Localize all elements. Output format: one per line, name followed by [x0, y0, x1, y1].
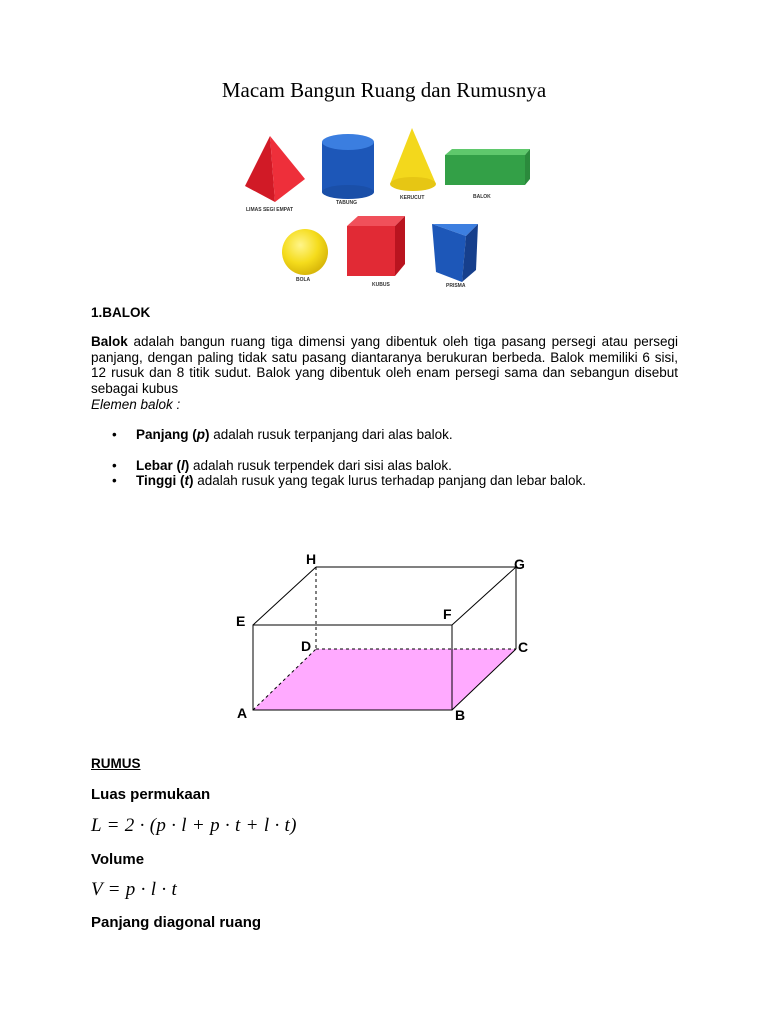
- prism-shape: [432, 224, 478, 282]
- cone-shape: [390, 128, 436, 191]
- bullet-tinggi: Tinggi (t) adalah rusuk yang tegak lurus terhadap panjang dan lebar balok.: [136, 473, 587, 488]
- bullet-dot: •: [112, 458, 117, 473]
- balok-term: Balok: [91, 334, 128, 349]
- vertex-e: E: [236, 613, 246, 629]
- elemen-label: Elemen balok :: [91, 397, 181, 412]
- cuboid-diagram: [228, 548, 538, 728]
- label-kerucut: KERUCUT: [400, 195, 425, 201]
- label-prisma: PRISMA: [446, 283, 466, 289]
- volume-formula: V = p · l · t: [91, 879, 178, 900]
- bullet-dot: •: [112, 473, 117, 488]
- label-tabung: TABUNG: [336, 200, 358, 206]
- label-kubus: KUBUS: [372, 282, 390, 288]
- label-bola: BOLA: [296, 277, 311, 283]
- diagonal-heading: Panjang diagonal ruang: [91, 914, 262, 931]
- cylinder-shape: [322, 134, 374, 199]
- label-balok: BALOK: [473, 194, 491, 200]
- bullet-lebar: Lebar (l) adalah rusuk terpendek dari sisi alas balok.: [136, 458, 452, 473]
- shapes-illustration: [240, 124, 540, 304]
- bullet-panjang: Panjang (p) adalah rusuk terpanjang dari alas balok.: [136, 427, 453, 442]
- volume-heading: Volume: [91, 851, 145, 868]
- sphere-shape: [282, 229, 328, 275]
- vertex-d: D: [301, 638, 312, 654]
- vertex-h: H: [306, 551, 317, 567]
- balok-paragraph: [91, 334, 678, 396]
- vertex-g: G: [514, 556, 525, 572]
- bullet-dot: •: [112, 427, 117, 442]
- vertex-a: A: [237, 705, 248, 721]
- luas-heading: Luas permukaan: [91, 786, 211, 803]
- pyramid-shape: [245, 136, 305, 202]
- label-limas: LIMAS SEGI EMPAT: [246, 207, 294, 213]
- vertex-b: B: [455, 707, 466, 723]
- base-face: [253, 649, 516, 710]
- page-title: Macam Bangun Ruang dan Rumusnya: [221, 78, 547, 102]
- balok-description: adalah bangun ruang tiga dimensi yang dibentuk oleh tiga pasang persegi atau persegi panjang, dengan paling tidak satu pasang diantaranya berukuran berbeda. Balok memiliki 6 sisi, 12 rusuk dan 8 titik sudut. Balok yang dibentuk oleh enam persegi sama dan sebangun disebut sebagai kubus: [91, 334, 678, 396]
- section-heading: 1.BALOK: [91, 305, 151, 320]
- cuboid-shape: [445, 149, 530, 185]
- vertex-f: F: [443, 606, 452, 622]
- cube-shape: [347, 216, 405, 276]
- luas-formula: L = 2 · (p · l + p · t + l · t): [91, 815, 297, 836]
- vertex-c: C: [518, 639, 529, 655]
- rumus-heading: RUMUS: [91, 756, 141, 771]
